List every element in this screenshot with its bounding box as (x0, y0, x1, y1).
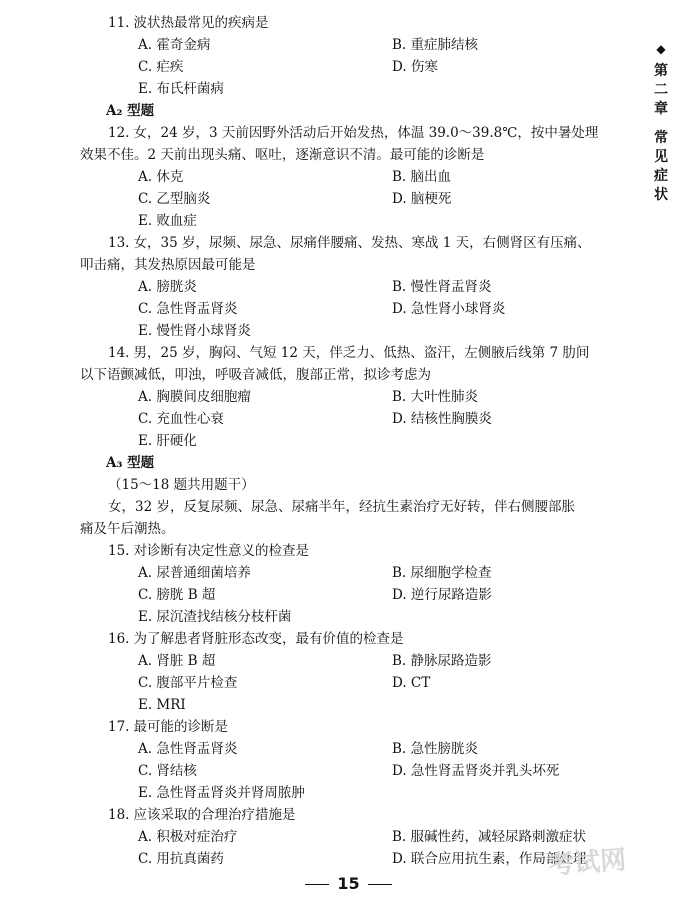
answer-option: A. 霍奇金病 (138, 37, 211, 53)
answer-option: A. 急性肾盂肾炎 (138, 741, 238, 757)
answer-option: C. 肾结核 (138, 763, 197, 779)
answer-option: E. 慢性肾小球肾炎 (138, 323, 251, 339)
question-stem (108, 342, 638, 364)
question-stem (108, 12, 638, 34)
option-row (108, 584, 638, 606)
section-heading: A₃ 型题 (106, 455, 155, 471)
option-row (108, 562, 638, 584)
diamond-marker: ◆ (656, 42, 666, 56)
answer-option: D. 结核性胸膜炎 (392, 411, 492, 427)
question-number: 11. (108, 15, 130, 31)
question-block (108, 628, 638, 716)
answer-option: C. 用抗真菌药 (138, 851, 224, 867)
answer-option: A. 胸膜间皮细胞瘤 (138, 389, 251, 405)
answer-option: D. 逆行尿路造影 (392, 587, 492, 603)
chapter-side-tab (651, 40, 671, 205)
answer-option: E. 败血症 (138, 213, 197, 229)
answer-option: A. 尿普通细菌培养 (138, 565, 251, 581)
option-row (108, 320, 638, 342)
question-block (80, 342, 638, 452)
question-stem (108, 122, 638, 144)
question-stem-continued: 以下语颤减低，叩浊，呼吸音减低，腹部正常，拟诊考虑为 (80, 367, 431, 383)
answer-option: C. 充血性心衰 (138, 411, 224, 427)
answer-option: A. 肾脏 B 超 (138, 653, 216, 669)
option-row (108, 56, 638, 78)
answer-option: D. 伤寒 (392, 59, 438, 75)
answer-option: B. 急性膀胱炎 (392, 741, 479, 757)
question-number: 16. (108, 631, 130, 647)
answer-option: B. 尿细胞学检查 (392, 565, 492, 581)
question-text: 对诊断有决定性意义的检查是 (133, 543, 309, 559)
side-tab-char: 二 (654, 82, 668, 98)
answer-option: B. 静脉尿路造影 (392, 653, 492, 669)
question-text: 应该采取的合理治疗措施是 (133, 807, 296, 823)
option-row (108, 386, 638, 408)
answer-option: E. 尿沉渣找结核分枝杆菌 (138, 609, 292, 625)
question-text: 女，35 岁，尿频、尿急、尿痛伴腰痛、发热、寒战 1 天，右侧肾区有压痛、 (133, 235, 591, 251)
answer-option: D. 急性肾小球肾炎 (392, 301, 506, 317)
shared-stem-line: （15～18 题共用题干） (108, 477, 255, 493)
option-row (108, 188, 638, 210)
question-number: 13. (108, 235, 130, 251)
question-block (108, 12, 638, 100)
answer-option: B. 脑出血 (392, 169, 452, 185)
question-block (80, 122, 638, 232)
option-row (108, 34, 638, 56)
side-tab-char: 第 (654, 63, 668, 79)
question-text: 波状热最常见的疾病是 (133, 15, 269, 31)
watermark: 考试网 (547, 845, 628, 881)
option-row (108, 738, 638, 760)
question-stem (108, 716, 638, 738)
question-list (80, 12, 638, 870)
option-row (108, 782, 638, 804)
answer-option: B. 慢性肾盂肾炎 (392, 279, 492, 295)
option-row (108, 650, 638, 672)
answer-option: D. CT (392, 675, 431, 691)
option-row (108, 78, 638, 100)
question-number: 14. (108, 345, 130, 361)
answer-option: D. 联合应用抗生素，作局部处理 (392, 851, 587, 867)
answer-option: C. 疟疾 (138, 59, 184, 75)
question-number: 18. (108, 807, 130, 823)
question-block (80, 232, 638, 342)
question-stem (108, 628, 638, 650)
question-stem (108, 232, 638, 254)
answer-option: B. 重症肺结核 (392, 37, 479, 53)
answer-option: C. 腹部平片检查 (138, 675, 238, 691)
page-number: 15 (337, 874, 360, 893)
question-number: 17. (108, 719, 130, 735)
side-tab-char: 章 (654, 101, 668, 117)
option-row (108, 298, 638, 320)
answer-option: A. 膀胱炎 (138, 279, 197, 295)
side-tab-char: 症 (654, 168, 668, 184)
side-tab-char: 状 (654, 187, 668, 203)
footer-dash-right (368, 884, 392, 885)
option-row (108, 606, 638, 628)
answer-option: A. 休克 (138, 169, 184, 185)
question-number: 12. (108, 125, 130, 141)
question-text: 男，25 岁，胸闷、气短 12 天，伴乏力、低热、盗汗，左侧腋后线第 7 肋间 (133, 345, 590, 361)
answer-option: D. 脑梗死 (392, 191, 452, 207)
option-row (108, 166, 638, 188)
answer-option: A. 积极对症治疗 (138, 829, 238, 845)
answer-option: C. 急性肾盂肾炎 (138, 301, 238, 317)
answer-option: D. 急性肾盂肾炎并乳头坏死 (392, 763, 560, 779)
footer-dash-left (305, 884, 329, 885)
option-row (108, 210, 638, 232)
answer-option: B. 服碱性药，减轻尿路刺激症状 (392, 829, 587, 845)
section-heading: A₂ 型题 (106, 103, 155, 119)
side-tab-gap (651, 119, 671, 129)
question-block (108, 540, 638, 628)
side-tab-char: 常 (654, 130, 668, 146)
option-row (108, 672, 638, 694)
question-number: 15. (108, 543, 130, 559)
answer-option: C. 膀胱 B 超 (138, 587, 216, 603)
option-row (108, 408, 638, 430)
option-row (108, 694, 638, 716)
question-text: 为了解患者肾脏形态改变，最有价值的检查是 (133, 631, 404, 647)
answer-option: B. 大叶性肺炎 (392, 389, 479, 405)
shared-stem-line: 痛及午后潮热。 (80, 521, 175, 537)
question-stem (108, 540, 638, 562)
option-row (108, 760, 638, 782)
answer-option: E. MRI (138, 697, 186, 713)
question-stem-continued: 叩击痛，其发热原因最可能是 (80, 257, 256, 273)
option-row (108, 430, 638, 452)
shared-stem-line: 女，32 岁，反复尿频、尿急、尿痛半年，经抗生素治疗无好转，伴右侧腰部胀 (108, 499, 575, 515)
answer-option: E. 肝硬化 (138, 433, 197, 449)
answer-option: E. 布氏杆菌病 (138, 81, 224, 97)
question-text: 最可能的诊断是 (133, 719, 228, 735)
question-stem (108, 804, 638, 826)
side-tab-char: 见 (654, 149, 668, 165)
question-text: 女，24 岁，3 天前因野外活动后开始发热，体温 39.0～39.8℃，按中暑处理 (133, 125, 599, 141)
question-stem-continued: 效果不佳。2 天前出现头痛、呕吐，逐渐意识不清。最可能的诊断是 (80, 147, 485, 163)
option-row (108, 276, 638, 298)
answer-option: C. 乙型脑炎 (138, 191, 211, 207)
answer-option: E. 急性肾盂肾炎并肾周脓肿 (138, 785, 305, 801)
question-block (108, 716, 638, 804)
